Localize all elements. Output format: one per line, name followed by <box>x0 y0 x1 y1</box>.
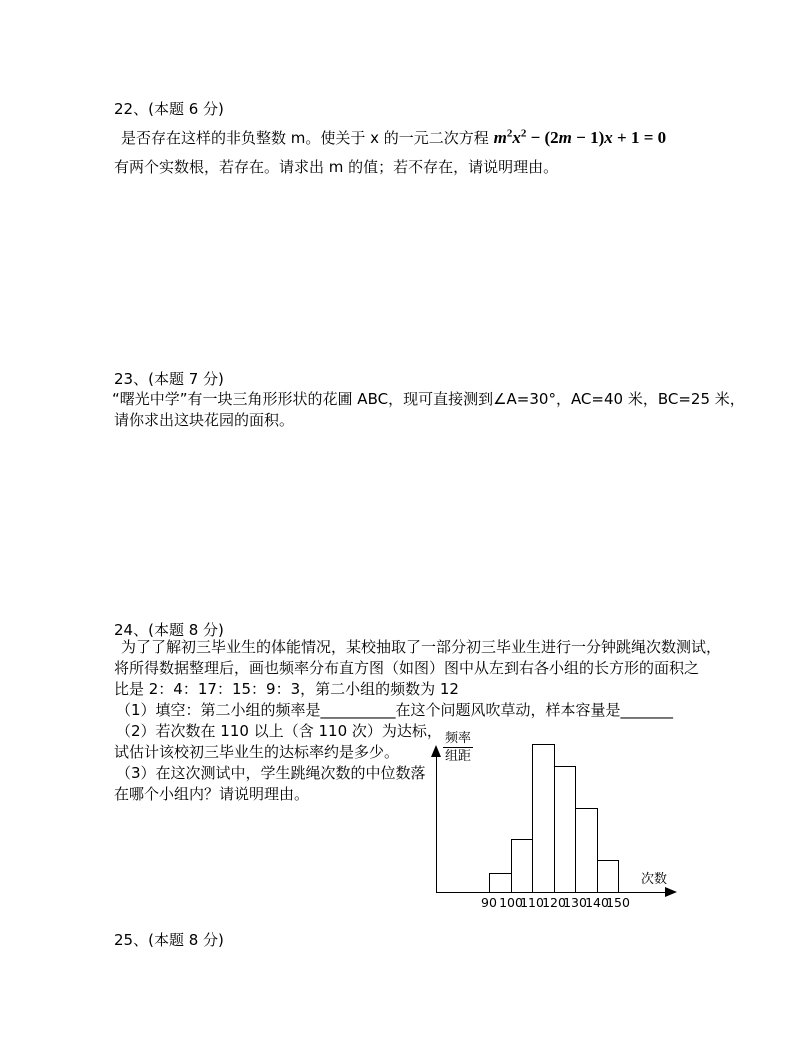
q24-line1: 为了了解初三毕业生的体能情况，某校抽取了一部分初三毕业生进行一分钟跳绳次数测试， <box>121 638 722 656</box>
q24-item1: （1）填空：第二小组的频率是__________在这个问题风吹草动，样本容量是_______ <box>116 701 674 719</box>
x-axis-label: 次数 <box>641 872 668 887</box>
frequency-histogram <box>429 731 691 913</box>
q22-line2: 有两个实数根，若存在。请求出 m 的值；若不存在，请说明理由。 <box>114 158 559 176</box>
q24-item2-line1: （2）若次数在 110 以上（含 110 次）为达标， <box>116 722 442 740</box>
x-tick-label: 90 <box>481 895 497 910</box>
y-axis-label-denominator: 组距 <box>445 749 472 764</box>
q23-line2: 请你求出这块花园的面积。 <box>114 411 295 429</box>
x-tick-label: 130 <box>563 895 587 910</box>
x-tick-label: 100 <box>499 895 523 910</box>
q22-line1 <box>121 129 666 147</box>
histogram-bar <box>489 873 512 892</box>
histogram-bar <box>554 766 576 892</box>
q22-header: 22、(本题 6 分) <box>114 100 224 118</box>
q23-line1: “曙光中学”有一块三角形形状的花圃 ABC，现可直接测到∠A=30°，AC=40 米，BC=25 米， <box>112 390 745 408</box>
x-tick-label: 140 <box>585 895 609 910</box>
x-axis-arrow-icon <box>665 887 677 897</box>
q24-line2: 将所得数据整理后，画也频率分布直方图（如图）图中从左到右各小组的长方形的面积之 <box>114 659 700 677</box>
histogram-bar <box>597 860 619 892</box>
y-axis-label-numerator: 频率 <box>445 731 472 746</box>
histogram-bar <box>532 744 555 892</box>
q24-item3-line1: （3）在这次测试中，学生跳绳次数的中位数落 <box>116 764 426 782</box>
q22-line1-text: 是否存在这样的非负整数 m。使关于 x 的一元二次方程 <box>121 129 494 147</box>
x-tick-label: 110 <box>520 895 544 910</box>
q23-header: 23、(本题 7 分) <box>114 370 224 388</box>
quadratic-equation-formula: $m^2x^2 - (2m - 1)x + 1 = 0$ <box>493 127 667 147</box>
q25-header: 25、(本题 8 分) <box>114 931 224 949</box>
q24-line3: 比是 2：4：17：15：9：3，第二小组的频数为 12 <box>114 680 459 698</box>
y-axis-line <box>436 749 437 893</box>
x-axis-line <box>436 892 667 893</box>
y-axis-label <box>443 731 473 764</box>
q24-item3-line2: 在哪个小组内？请说明理由。 <box>114 785 310 803</box>
histogram-bar <box>511 839 533 892</box>
x-tick-label: 150 <box>606 895 630 910</box>
x-tick-label: 120 <box>542 895 566 910</box>
q24-header: 24、(本题 8 分) <box>114 621 224 639</box>
q24-item2-line2: 试估计该校初三毕业生的达标率约是多少。 <box>114 743 400 761</box>
histogram-bar <box>575 808 598 892</box>
